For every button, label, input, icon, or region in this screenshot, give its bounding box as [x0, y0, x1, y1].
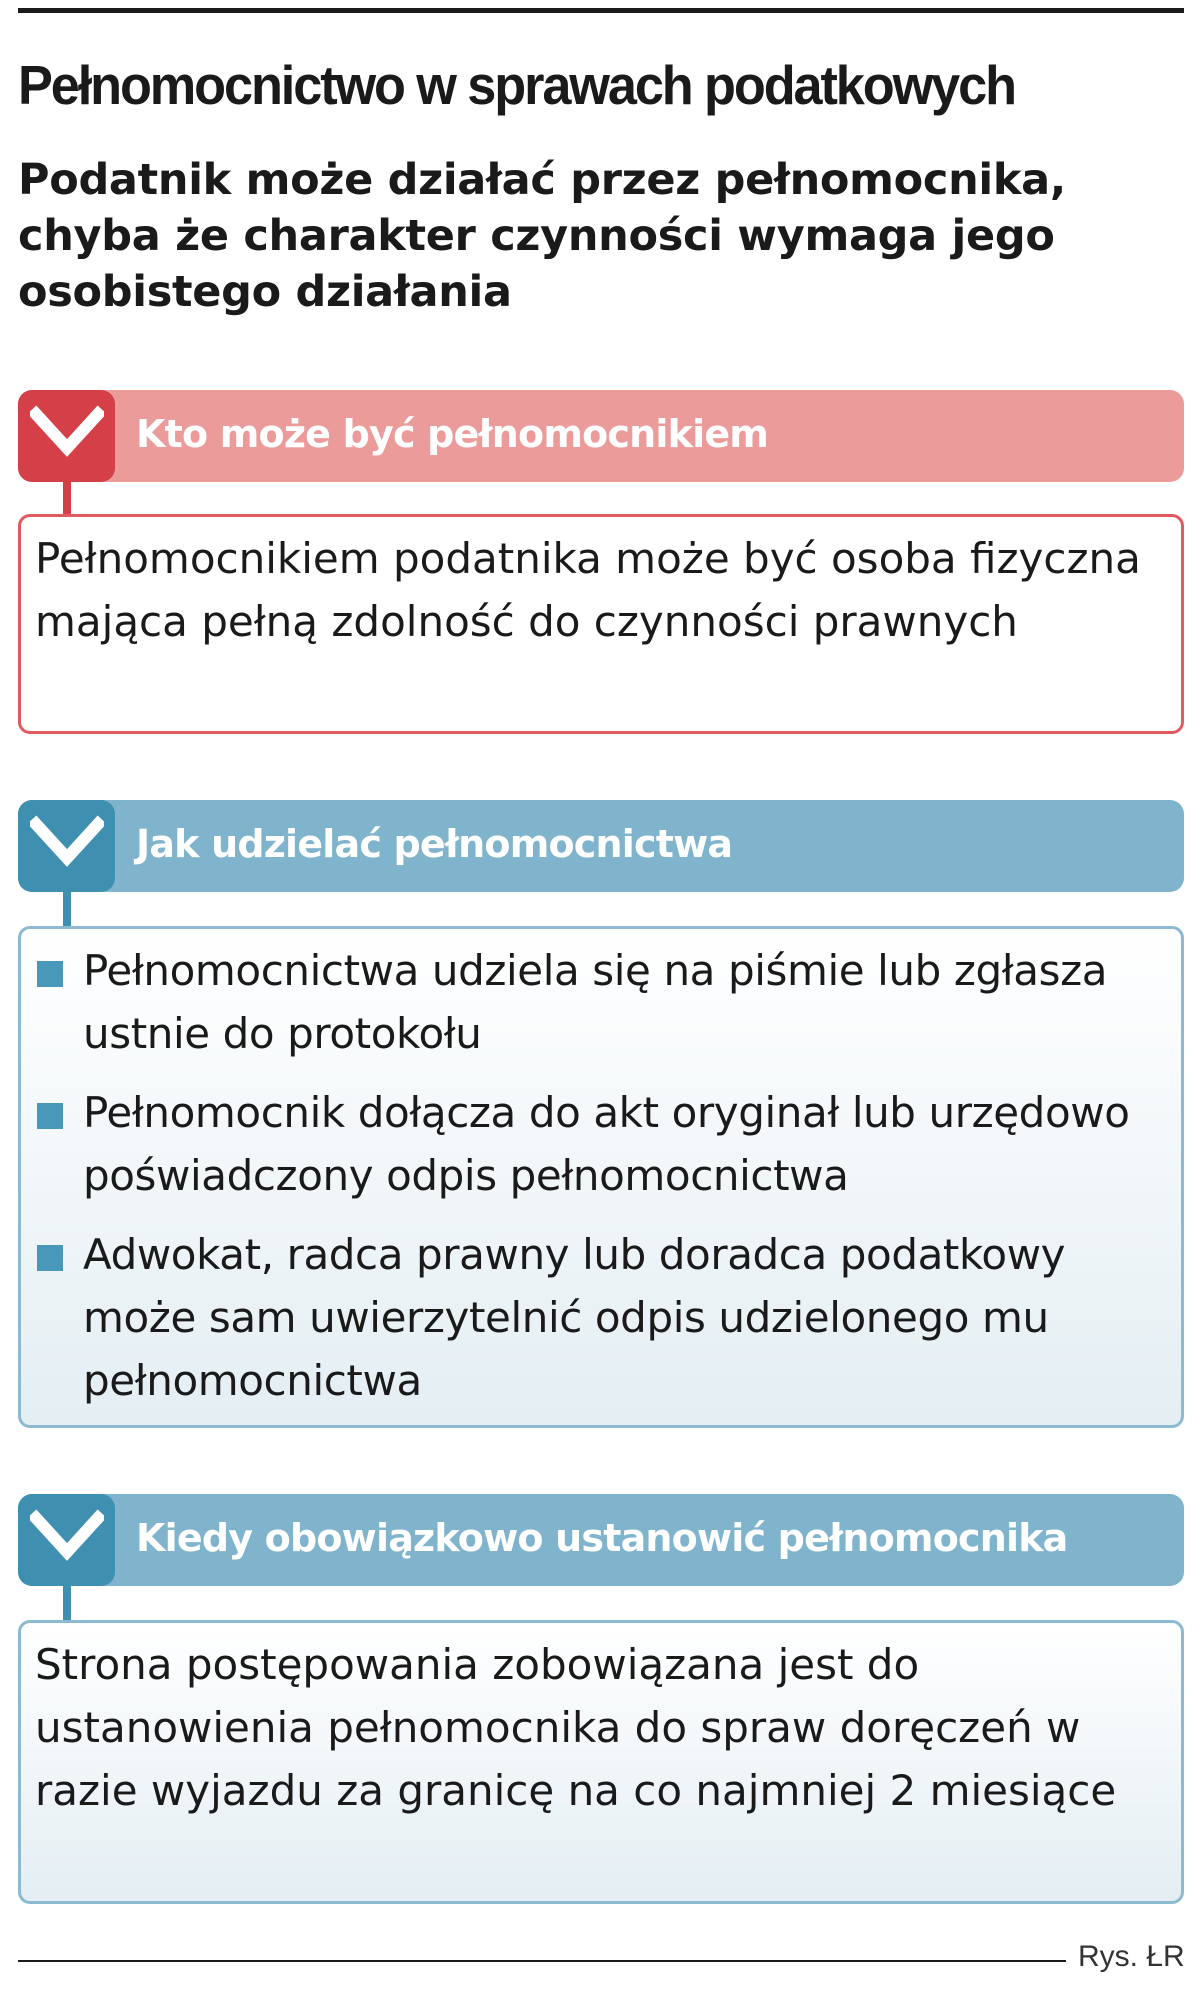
section-title: Kiedy obowiązkowo ustanowić pełnomocnika [136, 1516, 1068, 1560]
list-item-text: Pełnomocnictwa udziela się na piśmie lub zgłasza ustnie do protokołu [83, 946, 1108, 1058]
bottom-rule [18, 1960, 1066, 1962]
section-text: Strona postępowania zobowiązana jest do ustanowienia pełnomocnika do spraw doręczeń w razie wyjazdu za granicę na co najmniej 2 miesiące [35, 1640, 1117, 1815]
section-body-who [18, 514, 1184, 734]
connector-line [63, 482, 71, 516]
page-title: Pełnomocnictwo w sprawach podatkowych [18, 54, 1015, 116]
section-body-when [18, 1620, 1184, 1904]
top-rule [18, 8, 1184, 13]
connector-line [63, 892, 71, 928]
credit: Rys. ŁR [1078, 1940, 1185, 1973]
section-text: Pełnomocnikiem podatnika może być osoba fizyczna mająca pełną zdolność do czynności prawnych [35, 534, 1141, 646]
chevron-down-icon [18, 1494, 115, 1586]
bullet-square-icon [37, 1245, 63, 1271]
chevron-down-icon [18, 800, 115, 892]
section-header-who [18, 390, 1184, 482]
page-subtitle: Podatnik może działać przez pełnomocnika, chyba że charakter czynności wymaga jego osobistego działania [18, 155, 1066, 317]
list-item-text: Pełnomocnik dołącza do akt oryginał lub urzędowo poświadczony odpis pełnomocnictwa [83, 1088, 1130, 1200]
section-header-how [18, 800, 1184, 892]
section-header-when [18, 1494, 1184, 1586]
connector-line [63, 1586, 71, 1622]
list-item-text: Adwokat, radca prawny lub doradca podatkowy może sam uwierzytelnić odpis udzielonego mu pełnomocnictwa [83, 1230, 1066, 1405]
bullet-square-icon [37, 961, 63, 987]
section-body-how [18, 926, 1184, 1428]
section-title: Kto może być pełnomocnikiem [136, 412, 769, 456]
section-title: Jak udzielać pełnomocnictwa [136, 822, 733, 866]
chevron-down-icon [18, 390, 115, 482]
bullet-square-icon [37, 1103, 63, 1129]
